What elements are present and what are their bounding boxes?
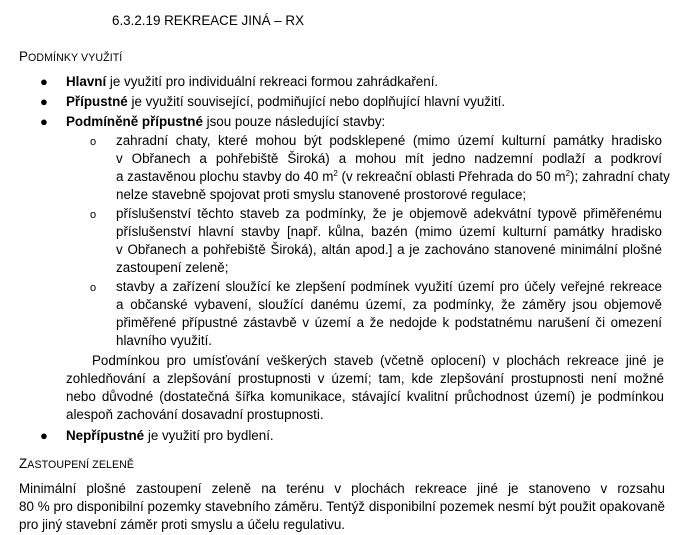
- bullet-label: Hlavní: [66, 74, 107, 89]
- bullet-text: je využití pro bydlení.: [144, 428, 274, 443]
- sub-line: a občanské vybavení, sloužící danému území, za podmínky, že záměry jsou objemově: [116, 297, 662, 312]
- sub-line: a zastavěnou plochu stavby do 40 $m^2$ (v rekreační oblasti Přehrada do 50 $m^2$); zahradní chaty: [116, 169, 670, 184]
- sub-line: příslušenství těchto staveb za podmínky, že je objemově adekvátní typově přiměřenému: [116, 206, 662, 221]
- sub-line: nelze stavebně spojovat proti smyslu stanovené prostorové regulace;: [116, 187, 527, 202]
- bullet-icon: ●: [40, 428, 48, 443]
- bullet-icon: ●: [40, 114, 48, 129]
- section-title: 6.3.2.19 REKREACE JINÁ – RX: [112, 13, 305, 28]
- bullet-icon: ●: [40, 94, 48, 109]
- para-line: Minimální plošné zastoupení zeleně na terénu v plochách rekreace jiné je stanoveno v rozsahu: [19, 481, 665, 496]
- heading-rest: ASTOUPENÍ ZELENĚ: [27, 459, 135, 471]
- heading-initial: Z: [19, 456, 28, 471]
- sub-line: zahradní chaty, které mohou být podsklepené (mimo území kulturní památky hradisko: [116, 133, 662, 148]
- para-line: zohledňování a zlepšování prostupnosti v území; tam, kde zlepšování prostupnosti není možné: [66, 371, 664, 386]
- para-line: Podmínkou pro umísťování veškerých staveb (včetně oplocení) v plochách rekreace jiné je: [92, 353, 664, 368]
- sub-line: přiměřené přípustné zástavbě v území a že nedojde k podstatnému narušení či omezení: [116, 315, 662, 330]
- bullet-label: Podmíněně přípustné: [66, 114, 203, 129]
- para-line: 80 % pro disponibilní pozemky stavebního záměru. Tentýž disponibilní pozemek nesmí být použit opakovaně: [19, 499, 665, 514]
- heading-usage-conditions: [19, 48, 122, 67]
- heading-green-share: [19, 455, 134, 474]
- para-line: pro jiný stavební záměr proti smyslu a účelu regulativu.: [19, 517, 345, 532]
- sub-line: zastoupení zeleně;: [116, 260, 229, 275]
- bullet-label: Nepřípustné: [66, 428, 145, 443]
- green-paragraph: [19, 480, 665, 534]
- sub-bullet-icon: o: [90, 136, 97, 148]
- bullet-text: je využití související, podmiňující nebo doplňující hlavní využití.: [127, 94, 506, 109]
- para-line: nebo důvodné (dostatečná šířka komunikace, stávající kvalitní průchodnost území) je podmínkou: [66, 389, 664, 404]
- sub-line: příslušenství hlavní stavby [např. kůlna, bazén (mimo území kulturní památky hradisko: [116, 224, 662, 239]
- sub-bullet-icon: o: [90, 282, 97, 294]
- bullet-text: jsou pouze následující stavby:: [202, 114, 386, 129]
- sub-line: v Obřanech a pohřebiště Široká) a mohou mít jedno nadzemní podlaží a podkroví: [116, 151, 662, 166]
- bullet-text: je využití pro individuální rekreaci formou zahrádkaření.: [106, 74, 439, 89]
- heading-rest: ODMÍNKY VYUŽITÍ: [28, 52, 123, 64]
- bullet-label: Přípustné: [66, 94, 128, 109]
- para-line: alespoň zachování dosavadní prostupnosti.: [66, 407, 324, 422]
- sub-line: v Obřanech a pohřebiště Široká), altán apod.] a je zachováno stanovené minimální plošné: [116, 242, 662, 257]
- sub-line: stavby a zařízení sloužící ke zlepšení podmínek využití území pro účely veřejné rekreace: [116, 279, 662, 294]
- sub-bullet-icon: o: [90, 209, 97, 221]
- sub-line: hlavního využití.: [116, 333, 213, 348]
- placement-paragraph: [66, 352, 664, 424]
- heading-initial: P: [19, 49, 29, 64]
- bullet-icon: ●: [40, 74, 48, 89]
